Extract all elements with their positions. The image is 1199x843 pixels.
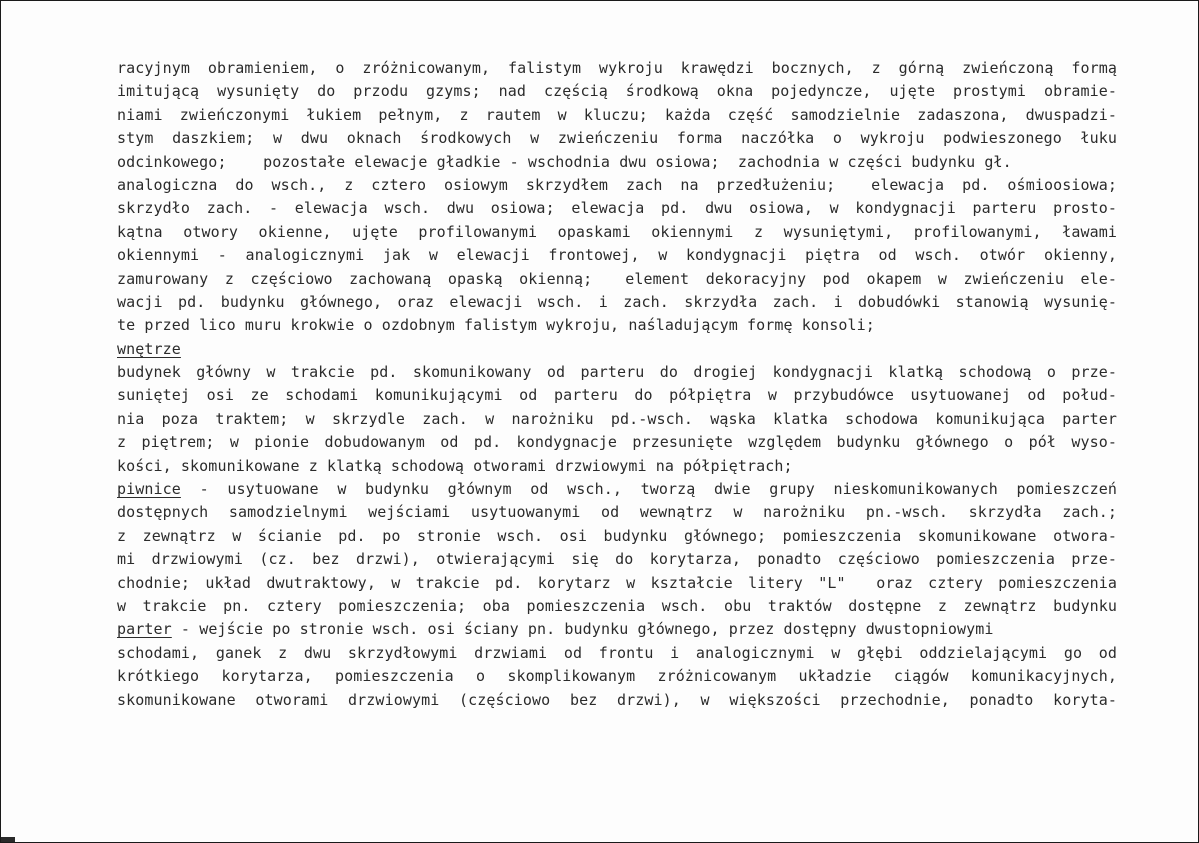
line-text: suniętej osi ze schodami komunikującymi od parteru do półpiętra w przybudówce usytuowanej od połud-	[117, 386, 1117, 405]
section-heading-wnętrze: wnętrze	[117, 339, 181, 358]
line-text: okiennymi - analogicznymi jak w elewacji frontowej, w kondygnacji piętra od wsch. otwór okienny,	[117, 246, 1117, 265]
text-line	[117, 548, 1117, 571]
section-heading-line	[117, 338, 1117, 361]
text-line	[117, 174, 1117, 197]
text-line	[117, 501, 1117, 524]
line-text: skomunikowane otworami drzwiowymi (częściowo bez drzwi), w większości przechodnie, ponadto koryta-	[117, 690, 1117, 709]
section-heading-piwnice: piwnice	[117, 480, 181, 499]
text-line	[117, 665, 1117, 688]
text-line	[117, 642, 1117, 665]
text-line	[117, 80, 1117, 103]
text-line	[117, 408, 1117, 431]
line-text: odcinkowego; pozostałe elewacje gładkie - wschodnia dwu osiowa; zachodnia w części budynku gł.	[117, 152, 1012, 171]
text-line	[117, 595, 1117, 618]
line-text: te przed lico muru krokwie o ozdobnym falistym wykroju, naśladującym formę konsoli;	[117, 316, 875, 335]
section-heading-line	[117, 478, 1117, 501]
text-line	[117, 57, 1117, 80]
line-text: schodami, ganek z dwu skrzydłowymi drzwiami od frontu i analogicznymi w głębi oddzielającymi go od	[117, 643, 1117, 662]
text-line	[117, 384, 1117, 407]
text-line	[117, 689, 1117, 712]
line-text: krótkiego korytarza, pomieszczenia o skomplikowanym zróżnicowanym układzie ciągów komunikacyjnych,	[117, 667, 1117, 686]
text-line	[117, 197, 1117, 220]
text-line	[117, 268, 1117, 291]
text-line	[117, 314, 1117, 337]
text-line	[117, 361, 1117, 384]
text-line	[117, 127, 1117, 150]
section-heading-parter: parter	[117, 620, 172, 639]
line-text: - usytuowane w budynku głównym od wsch., tworzą dwie grupy nieskomunikowanych pomieszczeń	[180, 480, 1117, 499]
line-text: - wejście po stronie wsch. osi ściany pn. budynku głównego, przez dostępny dwustopniowymi	[171, 620, 994, 639]
line-text: budynek główny w trakcie pd. skomunikowany od parteru do drogiej kondygnacji klatką schodową o prze-	[117, 363, 1117, 382]
text-line	[117, 572, 1117, 595]
text-line	[117, 221, 1117, 244]
line-text: z zewnątrz w ścianie pd. po stronie wsch. osi budynku głównego; pomieszczenia skomunikowane otwora-	[117, 526, 1117, 545]
text-line	[117, 104, 1117, 127]
text-line	[117, 244, 1117, 267]
line-text: niami zwieńczonymi łukiem pełnym, z rautem w kluczu; każda część samodzielnie zadaszona, dwuspadzi-	[117, 105, 1117, 124]
line-text: z piętrem; w pionie dobudowanym od pd. kondygnacje przesunięte względem budynku głównego o pół wyso-	[117, 433, 1117, 452]
text-line	[117, 291, 1117, 314]
text-line	[117, 455, 1117, 478]
line-text: kątna otwory okienne, ujęte profilowanymi opaskami okiennymi z wysuniętymi, profilowanymi, ławami	[117, 222, 1117, 241]
line-text: dostępnych samodzielnymi wejściami usytuowanymi od wewnątrz w narożniku pn.-wsch. skrzydła zach.;	[117, 503, 1117, 522]
text-line	[117, 151, 1117, 174]
line-text: skrzydło zach. - elewacja wsch. dwu osiowa; elewacja pd. dwu osiowa, w kondygnacji parteru prosto-	[117, 199, 1117, 218]
text-line	[117, 431, 1117, 454]
line-text: racyjnym obramieniem, o zróżnicowanym, falistym wykroju krawędzi bocznych, z górną zwieńczoną formą	[117, 59, 1117, 77]
line-text: zamurowany z częściowo zachowaną opaską okienną; element dekoracyjny pod okapem w zwieńczeniu ele-	[117, 269, 1117, 288]
line-text: analogiczna do wsch., z cztero osiowym skrzydłem zach na przedłużeniu; elewacja pd. ośmioosiowa;	[117, 175, 1117, 194]
section-heading-line	[117, 618, 1117, 641]
line-text: w trakcie pn. cztery pomieszczenia; oba pomieszczenia wsch. obu traktów dostępne z zewnątrz budynku	[117, 596, 1117, 615]
typed-text-body	[117, 57, 1117, 712]
text-line	[117, 525, 1117, 548]
line-text: kości, skomunikowane z klatką schodową otworami drzwiowymi na półpiętrach;	[117, 456, 793, 475]
line-text: mi drzwiowymi (cz. bez drzwi), otwierającymi się do korytarza, ponadto częściowo pomieszczenia prze-	[117, 550, 1117, 569]
scan-edge-mark	[1, 837, 15, 842]
line-text: stym daszkiem; w dwu oknach środkowych w zwieńczeniu forma naczółka o wykroju podwieszonego łuku	[117, 129, 1117, 148]
line-text: chodnie; układ dwutraktowy, w trakcie pd. korytarz w kształcie litery "L" oraz cztery pomieszczenia	[117, 573, 1117, 592]
line-text: wacji pd. budynku głównego, oraz elewacji wsch. i zach. skrzydła zach. i dobudówki stanowią wysunię-	[117, 292, 1117, 311]
line-text: imitującą wysunięty do przodu gzyms; nad częścią środkową okna pojedyncze, ujęte prostymi obramie-	[117, 82, 1117, 101]
line-text: nia poza traktem; w skrzydle zach. w narożniku pd.-wsch. wąska klatka schodowa komunikująca parter	[117, 409, 1117, 428]
